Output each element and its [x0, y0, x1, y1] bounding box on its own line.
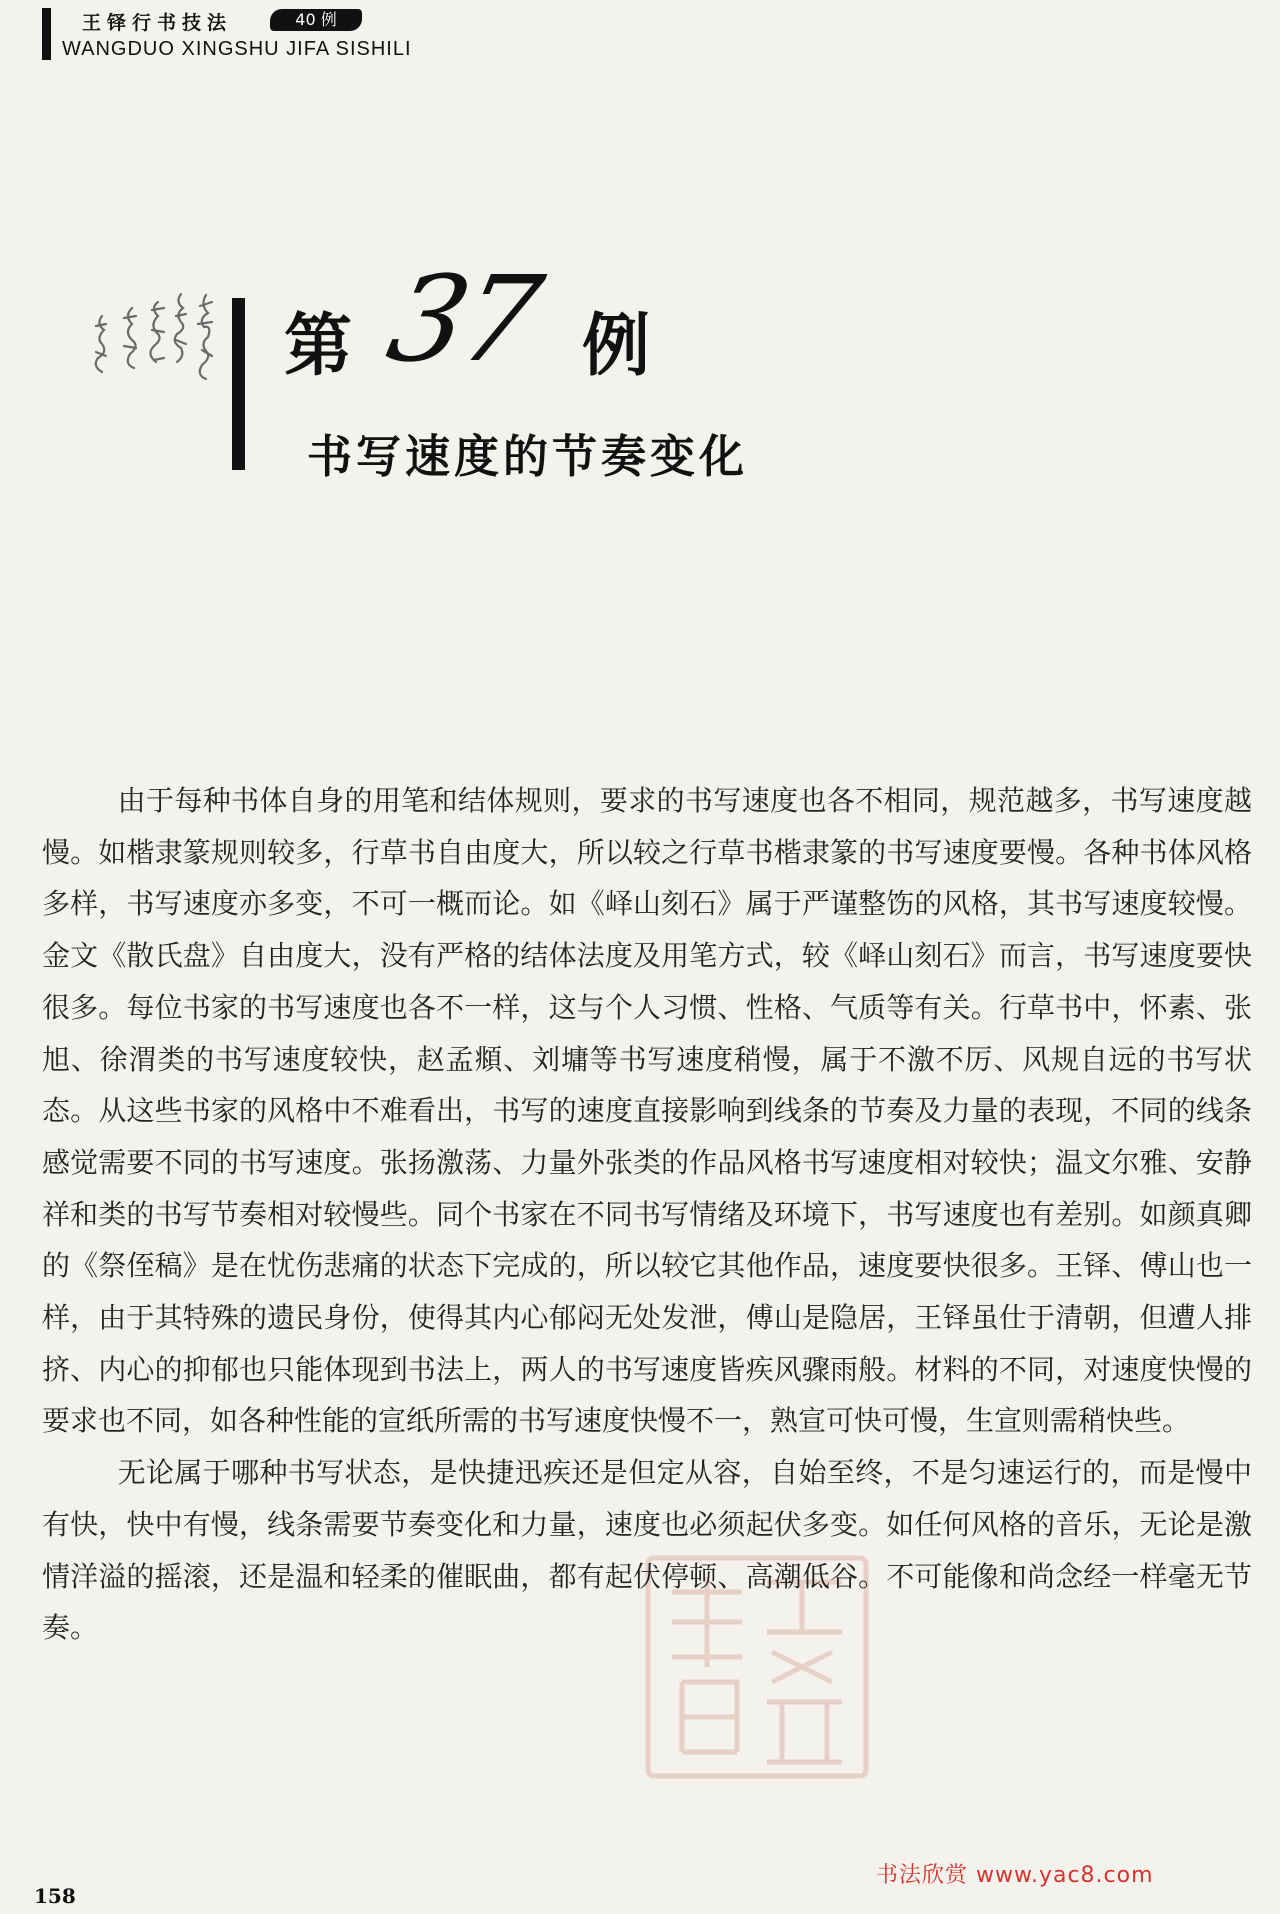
- chapter-prefix: 第: [284, 306, 353, 386]
- book-badge: 40 例: [270, 9, 362, 31]
- chapter-suffix: 例: [582, 306, 651, 386]
- paragraph: 由于每种书体自身的用笔和结体规则，要求的书写速度也各不相同，规范越多，书写速度越慢。如楷隶篆规则较多，行草书自由度大，所以较之行草书楷隶篆的书写速度要慢。各种书体风格多样，书写速度亦多变，不可一概而论。如《峄山刻石》属于严谨整饬的风格，其书写速度较慢。金文《散氏盘》自由度大，没有严格的结体法度及用笔方式，较《峄山刻石》而言，书写速度要快很多。每位书家的书写速度也各不一样，这与个人习惯、性格、气质等有关。行草书中，怀素、张旭、徐渭类的书写速度较快，赵孟頫、刘墉等书写速度稍慢，属于不激不厉、风规自远的书写状态。从这些书家的风格中不难看出，书写的速度直接影响到线条的节奏及力量的表现，不同的线条感觉需要不同的书写速度。张扬激荡、力量外张类的作品风格书写速度相对较快；温文尔雅、安静祥和类的书写节奏相对较慢些。同个书家在不同书写情绪及环境下，书写速度也有差别。如颜真卿的《祭侄稿》是在忧伤悲痛的状态下完成的，所以较它其他作品，速度要快很多。王铎、傅山也一样，由于其特殊的遗民身份，使得其内心郁闷无处发泄，傅山是隐居，王铎虽仕于清朝，但遭人排挤、内心的抑郁也只能体现到书法上，两人的书写速度皆疾风骤雨般。材料的不同，对速度快慢的要求也不同，如各种性能的宣纸所需的书写速度快慢不一，熟宣可快可慢，生宣则需稍快些。: [42, 784, 1252, 1438]
- book-subtitle: WANGDUO XINGSHU JIFA SISHILI: [62, 38, 412, 60]
- paragraph: 无论属于哪种书写状态，是快捷迅疾还是但定从容，自始至终，不是匀速运行的，而是慢中有快，快中有慢，线条需要节奏变化和力量，速度也必须起伏多变。如任何风格的音乐，无论是激情洋溢的摇滚，还是温和轻柔的催眠曲，都有起伏停顿、高潮低谷。不可能像和尚念经一样毫无节奏。: [42, 1456, 1252, 1645]
- chapter-number: 37: [377, 250, 549, 388]
- site-watermark: 书法欣赏 www.yac8.com: [876, 1863, 1154, 1888]
- page-number: 158: [34, 1884, 76, 1908]
- chapter-subtitle: 书写速度的节奏变化: [307, 430, 749, 483]
- chapter-bar: [232, 298, 245, 470]
- header-bar: [42, 8, 51, 60]
- book-title: 王铎行书技法: [82, 12, 233, 34]
- calligraphy-inscription: [66, 290, 226, 450]
- body-text: [42, 775, 1252, 1654]
